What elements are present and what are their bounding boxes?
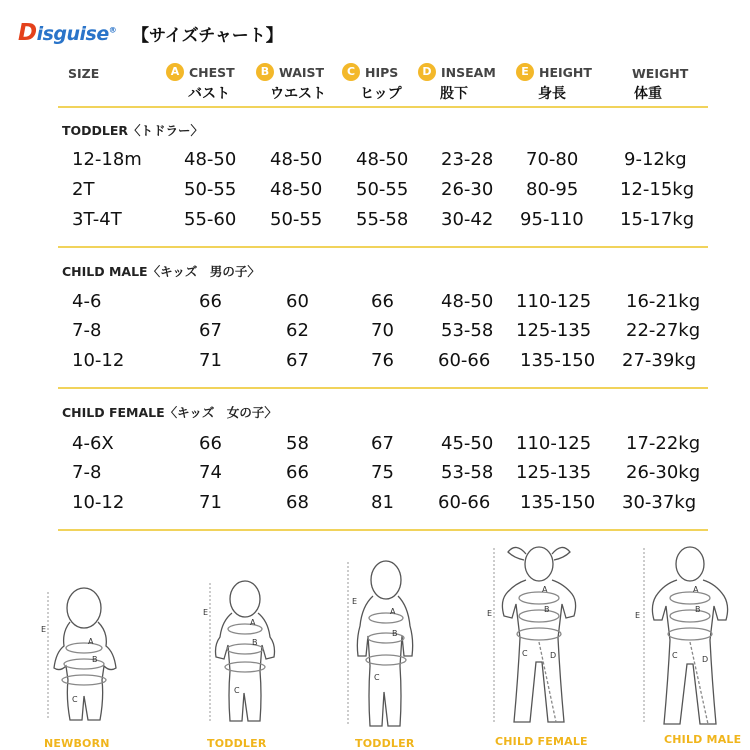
height-cell: 125-135 [516, 462, 592, 483]
inseam-cell: 60-66 [438, 350, 491, 371]
figure-label-toddler: TODDLER [207, 737, 267, 750]
weight-cell: 26-30kg [626, 462, 701, 483]
table-row [0, 179, 750, 205]
figure-marker: C [522, 649, 528, 658]
table-row [0, 291, 750, 317]
hips-cell: 76 [371, 350, 394, 371]
figure-marker: E [41, 625, 47, 634]
inseam-cell: 48-50 [441, 291, 494, 312]
chest-cell: 66 [199, 433, 222, 454]
chest-column-header [166, 63, 235, 103]
hips-cell: 70 [371, 320, 394, 341]
section-divider [58, 529, 708, 531]
height-cell: 80-95 [526, 179, 579, 200]
height-header-en: HEIGHT [539, 64, 592, 80]
size-cell: 4-6 [72, 291, 102, 312]
inseam-cell: 26-30 [441, 179, 494, 200]
figure-marker: B [695, 605, 701, 614]
height-cell: 125-135 [516, 320, 592, 341]
page-title: 【サイズチャート】 [132, 26, 283, 46]
figure-marker: A [693, 585, 699, 594]
weight-cell: 22-27kg [626, 320, 701, 341]
figure-marker: B [92, 655, 98, 664]
weight-cell: 27-39kg [622, 350, 697, 371]
logo-registered-mark: ® [108, 25, 117, 35]
figure-marker: E [352, 597, 358, 606]
figure-marker: E [635, 611, 641, 620]
brand-logo [18, 20, 116, 46]
section-title-child-male: CHILD MALE〈キッズ 男の子〉 [62, 264, 260, 279]
figure-marker: A [542, 585, 548, 594]
chest-letter-badge: A [166, 63, 184, 81]
height-cell: 70-80 [526, 149, 579, 170]
inseam-cell: 60-66 [438, 492, 491, 513]
inseam-column-header [418, 63, 496, 103]
hips-cell: 75 [371, 462, 394, 483]
size-column-header [68, 66, 99, 81]
waist-cell: 62 [286, 320, 309, 341]
table-row [0, 462, 750, 488]
chest-cell: 50-55 [184, 179, 237, 200]
waist-cell: 68 [286, 492, 309, 513]
table-row [0, 320, 750, 346]
size-cell: 10-12 [72, 350, 125, 371]
section-title-child-female: CHILD FEMALE〈キッズ 女の子〉 [62, 405, 277, 420]
figure-marker: E [203, 608, 209, 617]
logo-initial: D [18, 20, 37, 46]
figure-marker: C [672, 651, 678, 660]
size-cell: 12-18m [72, 149, 142, 170]
hips-cell: 81 [371, 492, 394, 513]
height-cell: 110-125 [516, 291, 592, 312]
chest-cell: 71 [199, 492, 222, 513]
hips-header-en: HIPS [365, 64, 399, 80]
waist-cell: 60 [286, 291, 309, 312]
header-divider [58, 106, 708, 108]
figure-marker: C [234, 686, 240, 695]
figure-marker: A [88, 637, 94, 646]
toddler-figure [200, 575, 290, 730]
logo-text: isguise [36, 23, 109, 45]
waist-header-jp: ウエスト [270, 86, 326, 102]
section-divider [58, 387, 708, 389]
figure-label-child-male: CHILD MALE [664, 733, 742, 746]
weight-header-jp: 体重 [634, 86, 662, 102]
table-row [0, 433, 750, 459]
waist-header-en: WAIST [279, 64, 325, 80]
inseam-cell: 53-58 [441, 462, 494, 483]
waist-cell: 50-55 [270, 209, 323, 230]
figure-marker: D [550, 651, 557, 660]
figure-marker: B [392, 629, 398, 638]
figure-marker: B [544, 605, 550, 614]
inseam-cell: 23-28 [441, 149, 494, 170]
waist-cell: 48-50 [270, 149, 323, 170]
chest-cell: 55-60 [184, 209, 237, 230]
weight-cell: 16-21kg [626, 291, 701, 312]
height-header-jp: 身長 [538, 86, 566, 102]
hips-cell: 67 [371, 433, 394, 454]
size-cell: 4-6X [72, 433, 114, 454]
figure-label-child-female: CHILD FEMALE [495, 735, 588, 748]
size-header-label: SIZE [68, 66, 100, 81]
chest-cell: 67 [199, 320, 222, 341]
toddler-older-figure [338, 556, 428, 734]
chest-cell: 66 [199, 291, 222, 312]
figure-marker: D [702, 655, 709, 664]
waist-column-header [256, 63, 326, 103]
weight-column-header [632, 66, 688, 103]
waist-cell: 66 [286, 462, 309, 483]
height-column-header [516, 63, 592, 103]
height-letter-badge: E [516, 63, 534, 81]
figure-marker: E [487, 609, 493, 618]
weight-cell: 15-17kg [620, 209, 695, 230]
size-cell: 7-8 [72, 462, 102, 483]
weight-cell: 17-22kg [626, 433, 701, 454]
chest-header-jp: バスト [188, 86, 230, 102]
hips-cell: 48-50 [356, 149, 409, 170]
height-cell: 135-150 [520, 492, 596, 513]
hips-letter-badge: C [342, 63, 360, 81]
weight-cell: 12-15kg [620, 179, 695, 200]
figure-label-newborn: NEWBORN [44, 737, 110, 750]
height-cell: 95-110 [520, 209, 584, 230]
inseam-header-jp: 股下 [440, 86, 468, 102]
size-cell: 3T-4T [72, 209, 122, 230]
height-cell: 110-125 [516, 433, 592, 454]
inseam-cell: 45-50 [441, 433, 494, 454]
weight-header-en: WEIGHT [632, 66, 689, 81]
inseam-cell: 30-42 [441, 209, 494, 230]
hips-cell: 55-58 [356, 209, 409, 230]
table-row [0, 209, 750, 235]
figure-marker: A [390, 607, 396, 616]
inseam-letter-badge: D [418, 63, 436, 81]
weight-cell: 9-12kg [624, 149, 687, 170]
hips-cell: 66 [371, 291, 394, 312]
inseam-cell: 53-58 [441, 320, 494, 341]
newborn-figure [36, 580, 126, 730]
height-cell: 135-150 [520, 350, 596, 371]
figure-marker: B [252, 638, 258, 647]
child-female-figure [484, 538, 594, 730]
section-title-toddler: TODDLER〈トドラー〉 [62, 123, 204, 138]
hips-header-jp: ヒップ [360, 86, 402, 102]
hips-cell: 50-55 [356, 179, 409, 200]
waist-cell: 58 [286, 433, 309, 454]
weight-cell: 30-37kg [622, 492, 697, 513]
inseam-header-en: INSEAM [441, 64, 496, 80]
chest-cell: 48-50 [184, 149, 237, 170]
section-divider [58, 246, 708, 248]
waist-cell: 48-50 [270, 179, 323, 200]
size-cell: 10-12 [72, 492, 125, 513]
child-male-figure [632, 540, 736, 732]
figure-label-toddler: TODDLER [355, 737, 415, 750]
waist-letter-badge: B [256, 63, 274, 81]
size-cell: 7-8 [72, 320, 102, 341]
chest-cell: 71 [199, 350, 222, 371]
figure-marker: C [72, 695, 78, 704]
chest-cell: 74 [199, 462, 222, 483]
hips-column-header [342, 63, 402, 103]
table-row [0, 350, 750, 376]
table-row [0, 149, 750, 175]
size-cell: 2T [72, 179, 95, 200]
waist-cell: 67 [286, 350, 309, 371]
chest-header-en: CHEST [189, 64, 235, 80]
figure-marker: C [374, 673, 380, 682]
table-row [0, 492, 750, 518]
figure-marker: A [250, 618, 256, 627]
